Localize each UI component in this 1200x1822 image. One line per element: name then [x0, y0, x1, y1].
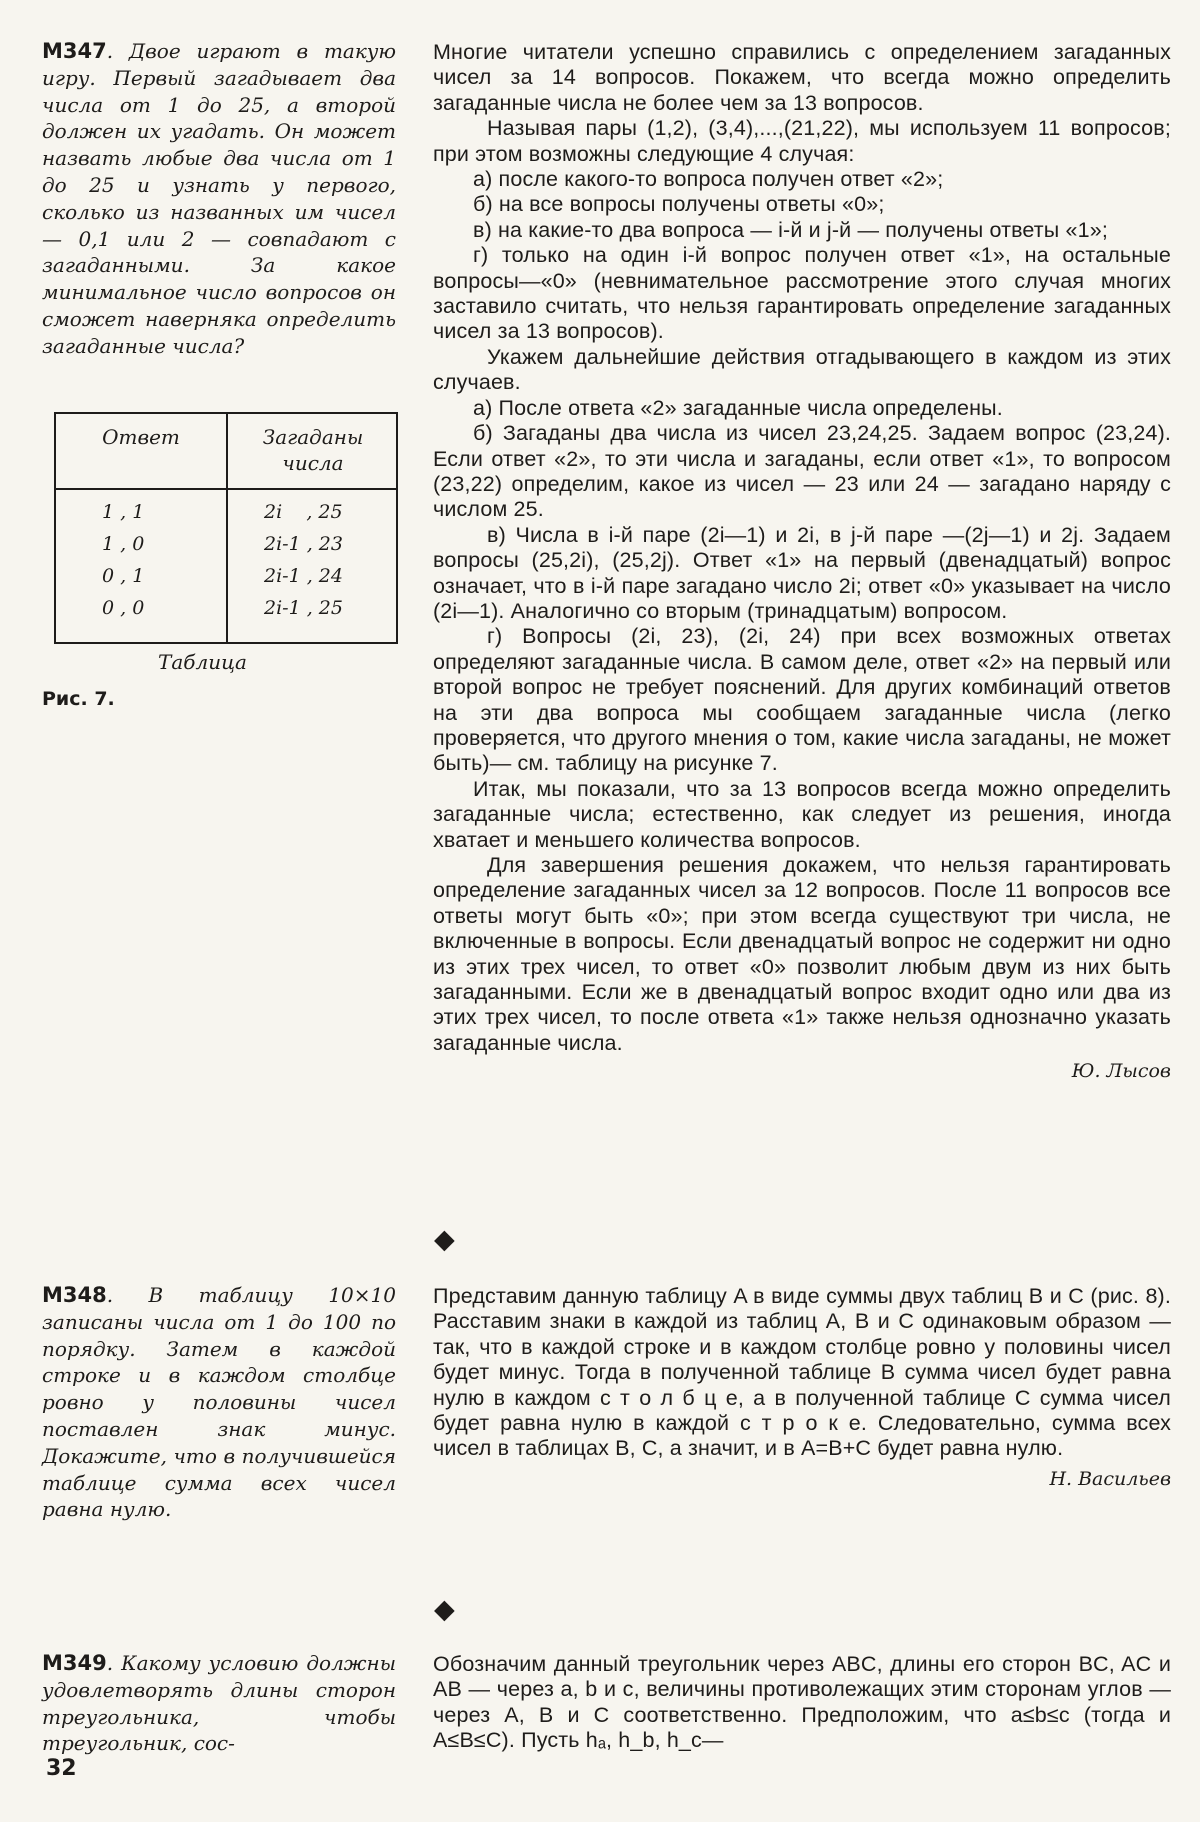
- m348-author: Н. Васильев: [1049, 1467, 1171, 1490]
- m348-problem-block: [42, 1282, 396, 1523]
- m347-solution-case-a: а) после какого-то вопроса получен ответ «2»;: [473, 167, 944, 192]
- m349-solution-text: Обозначим данный треугольник через ABC, длины его сторон BC, AC и AB — через a, b и c, величины противолежащих этим сторонам углов — через A, B и C соответственно. Предположим, что a≤b≤c (тогда и A≤B≤C). Пусть hₐ, h_b, h_c—: [433, 1652, 1171, 1753]
- m347-solution-case-b: б) на все вопросы получены ответы «0»;: [473, 192, 885, 217]
- m349-problem-block: [42, 1650, 396, 1757]
- table-header-numbers-1: Загаданы: [262, 425, 364, 449]
- m348-number: М348: [42, 1283, 107, 1307]
- table-row-3-answer: 0 , 1: [102, 565, 145, 587]
- table-row-2-answer: 1 , 0: [102, 533, 145, 555]
- figure-label: Рис. 7.: [42, 688, 115, 710]
- page-number: 32: [46, 1756, 77, 1781]
- m347-solution-p7: Укажем дальнейшие действия отгадывающего в каждом из этих случаев.: [433, 344, 1171, 395]
- m347-solution-p2: Называя пары (1,2), (3,4),...,(21,22), мы используем 11 вопросов; при этом возможны следующие 4 случая:: [433, 116, 1171, 166]
- m349-solution: [433, 1652, 1171, 1754]
- answer-table: [54, 412, 398, 644]
- table-row-3-numbers: 2i-1 , 24: [264, 565, 343, 587]
- table-row-1-answer: 1 , 1: [102, 501, 145, 523]
- m347-solution-case-c: в) на какие-то два вопроса — i-й и j-й — получены ответы «1»;: [473, 217, 1108, 242]
- separator-diamond-icon-2: ◆: [434, 1594, 455, 1625]
- m349-problem-text: . Какому условию должны удовлетворять длины сторон треугольника, чтобы треугольник, сос-: [42, 1651, 396, 1756]
- table-header-rule: [56, 488, 396, 490]
- table-caption: Таблица: [158, 650, 247, 674]
- m347-solution: [433, 40, 1171, 1082]
- m348-solution: [433, 1284, 1171, 1490]
- m347-author: Ю. Лысов: [1071, 1060, 1171, 1083]
- table-row-4-answer: 0 , 0: [102, 597, 145, 619]
- m347-problem-block: [42, 38, 396, 360]
- m347-solution-answer-d: г) Вопросы (2i, 23), (2i, 24) при всех возможных ответах определяют загаданные числа. В самом деле, ответ «2» на первый или второй вопрос не требует пояснений. Для других комбинаций ответов на эти два вопроса мы сообщаем загаданные числа (легко проверяется, что другого мнения о том, какие числа загаданы, не может быть)— см. таблицу на рисунке 7.: [433, 624, 1171, 776]
- m347-solution-p1: Многие читатели успешно справились с определением загаданных чисел за 14 вопросов. Покажем, что всегда можно определить загаданные числа не более чем за 13 вопросов.: [433, 40, 1171, 115]
- m347-solution-answer-b: б) Загаданы два числа из чисел 23,24,25. Задаем вопрос (23,24). Если ответ «2», то эти числа и загаданы, если ответ «1», то вопросом (23,22) определим, какое из чисел — 23 или 24 — загадано наряду с числом 25.: [433, 421, 1171, 522]
- m348-solution-text: Представим данную таблицу A в виде суммы двух таблиц B и C (рис. 8). Расставим знаки в каждой из таблиц A, B и C одинаковым образом — так, что в каждой строке и в каждом столбце ровно у половины чисел будет минус. Тогда в полученной таблице B сумма чисел будет равна нулю в каждом с т о л б ц е, а в полученной таблице C сумма чисел будет равна нулю в каждой с т р о к е. Следовательно, сумма всех чисел в таблицах B, C, а значит, и в A=B+C будет равна нулю.: [433, 1284, 1171, 1461]
- table-row-4-numbers: 2i-1 , 25: [264, 597, 343, 619]
- table-row-2-numbers: 2i-1 , 23: [264, 533, 343, 555]
- m347-problem-text: . Двое играют в такую игру. Первый загадывает два числа от 1 до 25, а второй должен их угадать. Он может назвать любые два числа от 1 до 25 и узнать у первого, сколько из названных им чисел — 0,1 или 2 — совпадают с загаданными. За какое минимальное число вопросов он сможет наверняка определить загаданные числа?: [42, 39, 396, 358]
- m347-solution-case-d: г) только на один i-й вопрос получен ответ «1», на остальные вопросы—«0» (невнимательное рассмотрение этого случая многих заставило считать, что нельзя гарантировать определение загаданных чисел за 13 вопросов).: [433, 243, 1171, 344]
- m347-number: М347: [42, 39, 107, 63]
- m349-number: М349: [42, 1651, 107, 1675]
- table-header-numbers-2: числа: [282, 451, 344, 475]
- table-row-1-numbers: 2i , 25: [264, 501, 343, 523]
- m347-solution-p12: Итак, мы показали, что за 13 вопросов всегда можно определить загаданные числа; естественно, как следует из решения, иногда хватает и меньшего количества вопросов.: [433, 776, 1171, 852]
- table-header-answer: Ответ: [102, 425, 180, 449]
- m348-problem-text: . В таблицу 10×10 записаны числа от 1 до 100 по порядку. Затем в каждой строке и в каждом столбце ровно у половины чисел поставлен знак минус. Докажите, что в получившейся таблице сумма всех чисел равна нулю.: [42, 1283, 396, 1522]
- m347-solution-p13: Для завершения решения докажем, что нельзя гарантировать определение загаданных чисел за 12 вопросов. После 11 вопросов все ответы могут быть «0»; при этом всегда существуют три числа, не включенные в вопросы. Если двенадцатый вопрос не содержит ни одно из этих трех чисел, то ответ «0» позволит любым двум из них быть загаданными. Если же в двенадцатый вопрос входит одно или два из этих трех чисел, то после ответа «1» также нельзя однозначно указать загаданные числа.: [433, 853, 1171, 1055]
- m347-solution-answer-c: в) Числа в i-й паре (2i—1) и 2i, в j-й паре —(2j—1) и 2j. Задаем вопросы (25,2i), (25,2j). Ответ «1» на первый (двенадцатый) вопрос означает, что в i-й паре загадано число 2i; ответ «0» указывает на число (2i—1). Аналогично со вторым (тринадцатым) вопросом.: [433, 522, 1171, 623]
- m347-solution-answer-a: а) После ответа «2» загаданные числа определены.: [473, 395, 1003, 420]
- separator-diamond-icon: ◆: [434, 1224, 455, 1255]
